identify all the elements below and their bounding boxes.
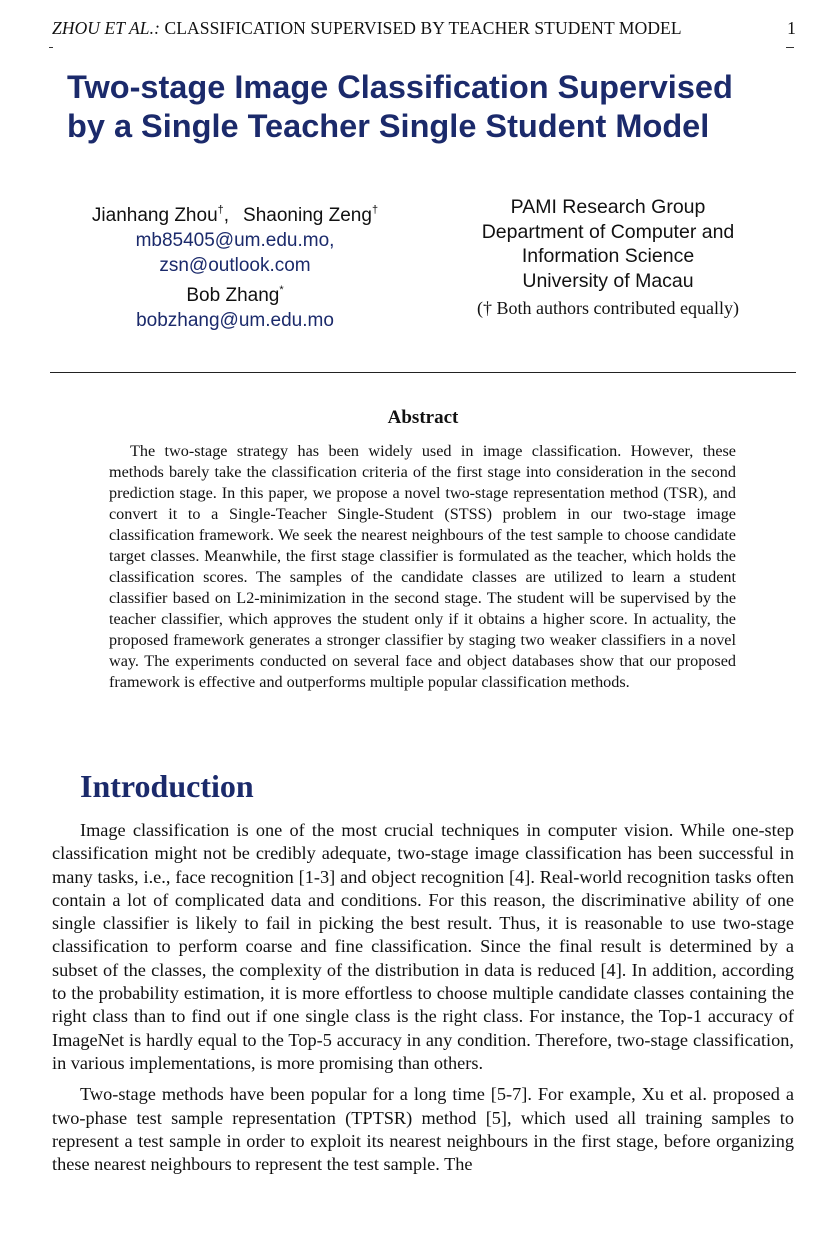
section-heading-introduction: Introduction: [80, 768, 254, 804]
equal-contribution-note: († Both authors contributed equally): [477, 298, 739, 318]
author-email: mb85405@um.edu.mo,: [135, 230, 335, 251]
introduction-body: [52, 819, 794, 1184]
affiliation-line: PAMI Research Group: [510, 196, 706, 218]
abstract-text: The two-stage strategy has been widely used in image classification. However, these methods barely take the classification criteria of the first stage into consideration in the second prediction stage. In this paper, we propose a novel two-stage representation method (TSR), and convert it to a Single-Teacher Single-Student (STSS) problem in our two-stage image classification framework. We seek the nearest neighbours of the test sample to choose candidate target classes. Meanwhile, the first stage classifier is formulated as the teacher, which holds the classification scores. The samples of the candidate classes are utilized to learn a student classifier based on L2-minimization in the second stage. The student will be supervised by the teacher classifier, which approves the student only if it obtains a higher score. In actuality, the proposed framework generates a stronger classifier by staging two weaker classifiers in a novel way. The experiments conducted on several face and object databases show that our proposed framework is effective and outperforms multiple popular classification methods.: [109, 442, 736, 691]
author-email: zsn@outlook.com: [159, 255, 311, 276]
corresponding-author-mark: *: [279, 284, 284, 296]
equal-contribution-mark: †: [217, 204, 224, 216]
title-divider: [50, 372, 796, 373]
author-name: Bob Zhang: [186, 285, 280, 306]
abstract-heading: Abstract: [387, 407, 459, 428]
affiliation-line: University of Macau: [522, 269, 694, 292]
body-paragraph: Two-stage methods have been popular for a long time [5-7]. For example, Xu et al. proposed a two-phase test sample representation (TPTSR) method [5], which used all training samples to represent a test sample in order to exploit its nearest neighbours in the first stage, before organizing these nearest neighbours to represent the test sample. The: [52, 1084, 794, 1175]
author-name: Jianhang Zhou: [91, 205, 218, 226]
author-names-line: [52, 198, 418, 228]
running-head: [52, 18, 796, 39]
authors-block: [52, 198, 418, 333]
equal-contribution-mark: †: [371, 204, 379, 216]
affiliation-line: Department of Computer and: [481, 220, 735, 243]
running-head-title: CLASSIFICATION SUPERVISED BY TEACHER STUDENT MODEL: [164, 18, 682, 38]
page-number: 1: [787, 18, 796, 38]
header-rule-left: [49, 47, 53, 48]
author-email: bobzhang@um.edu.mo: [136, 310, 334, 331]
affiliation-block: [440, 195, 776, 321]
header-rule-right: [786, 47, 794, 48]
body-paragraph: Image classification is one of the most crucial techniques in computer vision. While one-step classification might not be credibly adequate, two-stage image classification has been successful in many tasks, i.e., face recognition [1-3] and object recognition [4]. Real-world recognition tasks often contain a lot of complicated data and conditions. For this reason, the discriminative ability of one single classifier is likely to fail in picking the best result. Thus, it is reasonable to use two-stage classification to perform coarse and fine classification. Since the final result is determined by a subset of the classes, the complexity of the distribution in data is reduced [4]. In addition, according to the probability estimation, it is more effortless to choose multiple candidate classes containing the right class than to find out if one single class is the right class. For instance, the Top-1 accuracy of ImageNet is hardly equal to the Top-5 accuracy in any condition. Therefore, two-stage classification, in various implementations, is more promising than others.: [52, 820, 794, 1073]
author-name-line: [52, 278, 418, 308]
author-separator: ,: [223, 205, 230, 226]
author-name: Shaoning Zeng: [243, 205, 372, 226]
affiliation-line: Information Science: [521, 245, 695, 267]
running-head-authors: ZHOU ET AL.:: [52, 18, 161, 38]
paper-title: Two-stage Image Classification Supervised by a Single Teacher Single Student Model: [67, 69, 733, 144]
